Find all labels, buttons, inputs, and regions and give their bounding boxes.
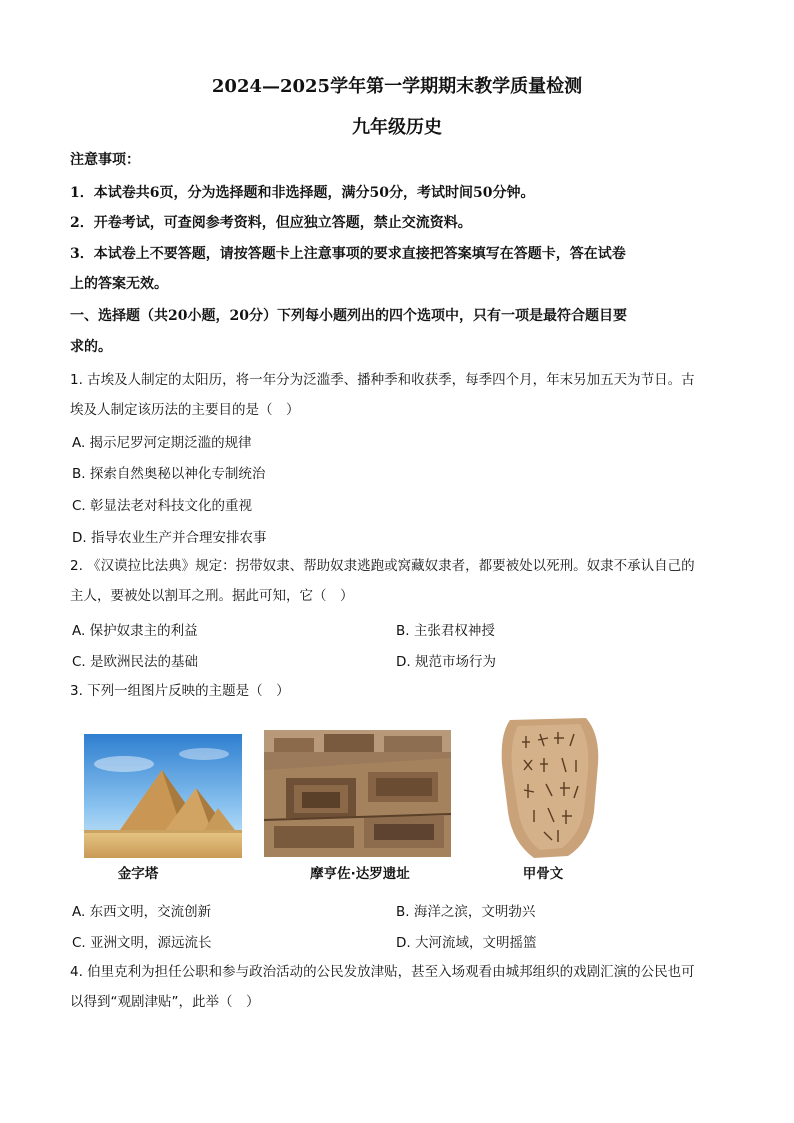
q1-option-b: B. 探索自然奥秘以神化专制统治	[72, 466, 266, 482]
exam-title: 2024—2025学年第一学期期末教学质量检测	[211, 76, 583, 97]
section-1-heading: 一、选择题（共20小题，20分）下列每小题列出的四个选项中，只有一项是最符合题目要	[70, 308, 627, 324]
q1-option-c: C. 彰显法老对科技文化的重视	[72, 498, 253, 514]
q2-option-b: B. 主张君权神授	[396, 623, 495, 639]
notice-item-2: 2．开卷考试，可查阅参考资料，但应独立答题，禁止交流资料。	[70, 215, 472, 231]
notice-item-3-line-1: 3．本试卷上不要答题，请按答题卡上注意事项的要求直接把答案填写在答题卡，答在试卷	[70, 246, 626, 262]
q2-stem-line-1: 2. 《汉谟拉比法典》规定：拐带奴隶、帮助奴隶逃跑或窝藏奴隶者，都要被处以死刑。奴隶不承认自己的	[70, 558, 695, 574]
q3-option-d: D. 大河流域，文明摇篮	[396, 935, 537, 951]
q1-option-a: A. 揭示尼罗河定期泛滥的规律	[72, 435, 252, 451]
q1-option-d: D. 指导农业生产并合理安排农事	[72, 530, 267, 546]
q2-option-c: C. 是欧洲民法的基础	[72, 654, 199, 670]
q3-stem: 3. 下列一组图片反映的主题是（ ）	[70, 683, 290, 699]
section-1-heading-cont: 求的。	[70, 339, 112, 355]
q4-stem-line-1: 4. 伯里克利为担任公职和参与政治活动的公民发放津贴，甚至入场观看由城邦组织的戏剧汇演的公民也可	[70, 964, 695, 980]
q1-stem-line-2: 埃及人制定该历法的主要目的是（ ）	[70, 402, 300, 418]
q3-option-b: B. 海洋之滨，文明勃兴	[396, 904, 536, 920]
caption-mohenjo-daro: 摩亨佐·达罗遗址	[310, 866, 410, 882]
caption-pyramid: 金字塔	[117, 866, 159, 882]
q2-stem-line-2: 主人，要被处以割耳之刑。据此可知，它（ ）	[70, 588, 354, 604]
q3-option-c: C. 亚洲文明，源远流长	[72, 935, 212, 951]
notice-item-1: 1．本试卷共6页，分为选择题和非选择题，满分50分，考试时间50分钟。	[70, 185, 535, 201]
q4-stem-line-2: 以得到“观剧津贴”，此举（ ）	[70, 994, 260, 1010]
pyramid-image	[84, 734, 242, 858]
q1-stem-line-1: 1. 古埃及人制定的太阳历，将一年分为泛滥季、播种季和收获季，每季四个月，年末另加五天为节日。古	[70, 372, 695, 388]
oracle-bone-image	[482, 714, 617, 859]
notice-item-3-line-2: 上的答案无效。	[70, 276, 168, 292]
notice-heading: 注意事项：	[70, 152, 140, 168]
exam-subtitle: 九年级历史	[352, 117, 442, 138]
q3-option-a: A. 东西文明，交流创新	[72, 904, 212, 920]
q2-option-a: A. 保护奴隶主的利益	[72, 623, 198, 639]
caption-oracle-bone: 甲骨文	[522, 866, 564, 882]
q2-option-d: D. 规范市场行为	[396, 654, 496, 670]
mohenjo-daro-image	[264, 730, 451, 857]
